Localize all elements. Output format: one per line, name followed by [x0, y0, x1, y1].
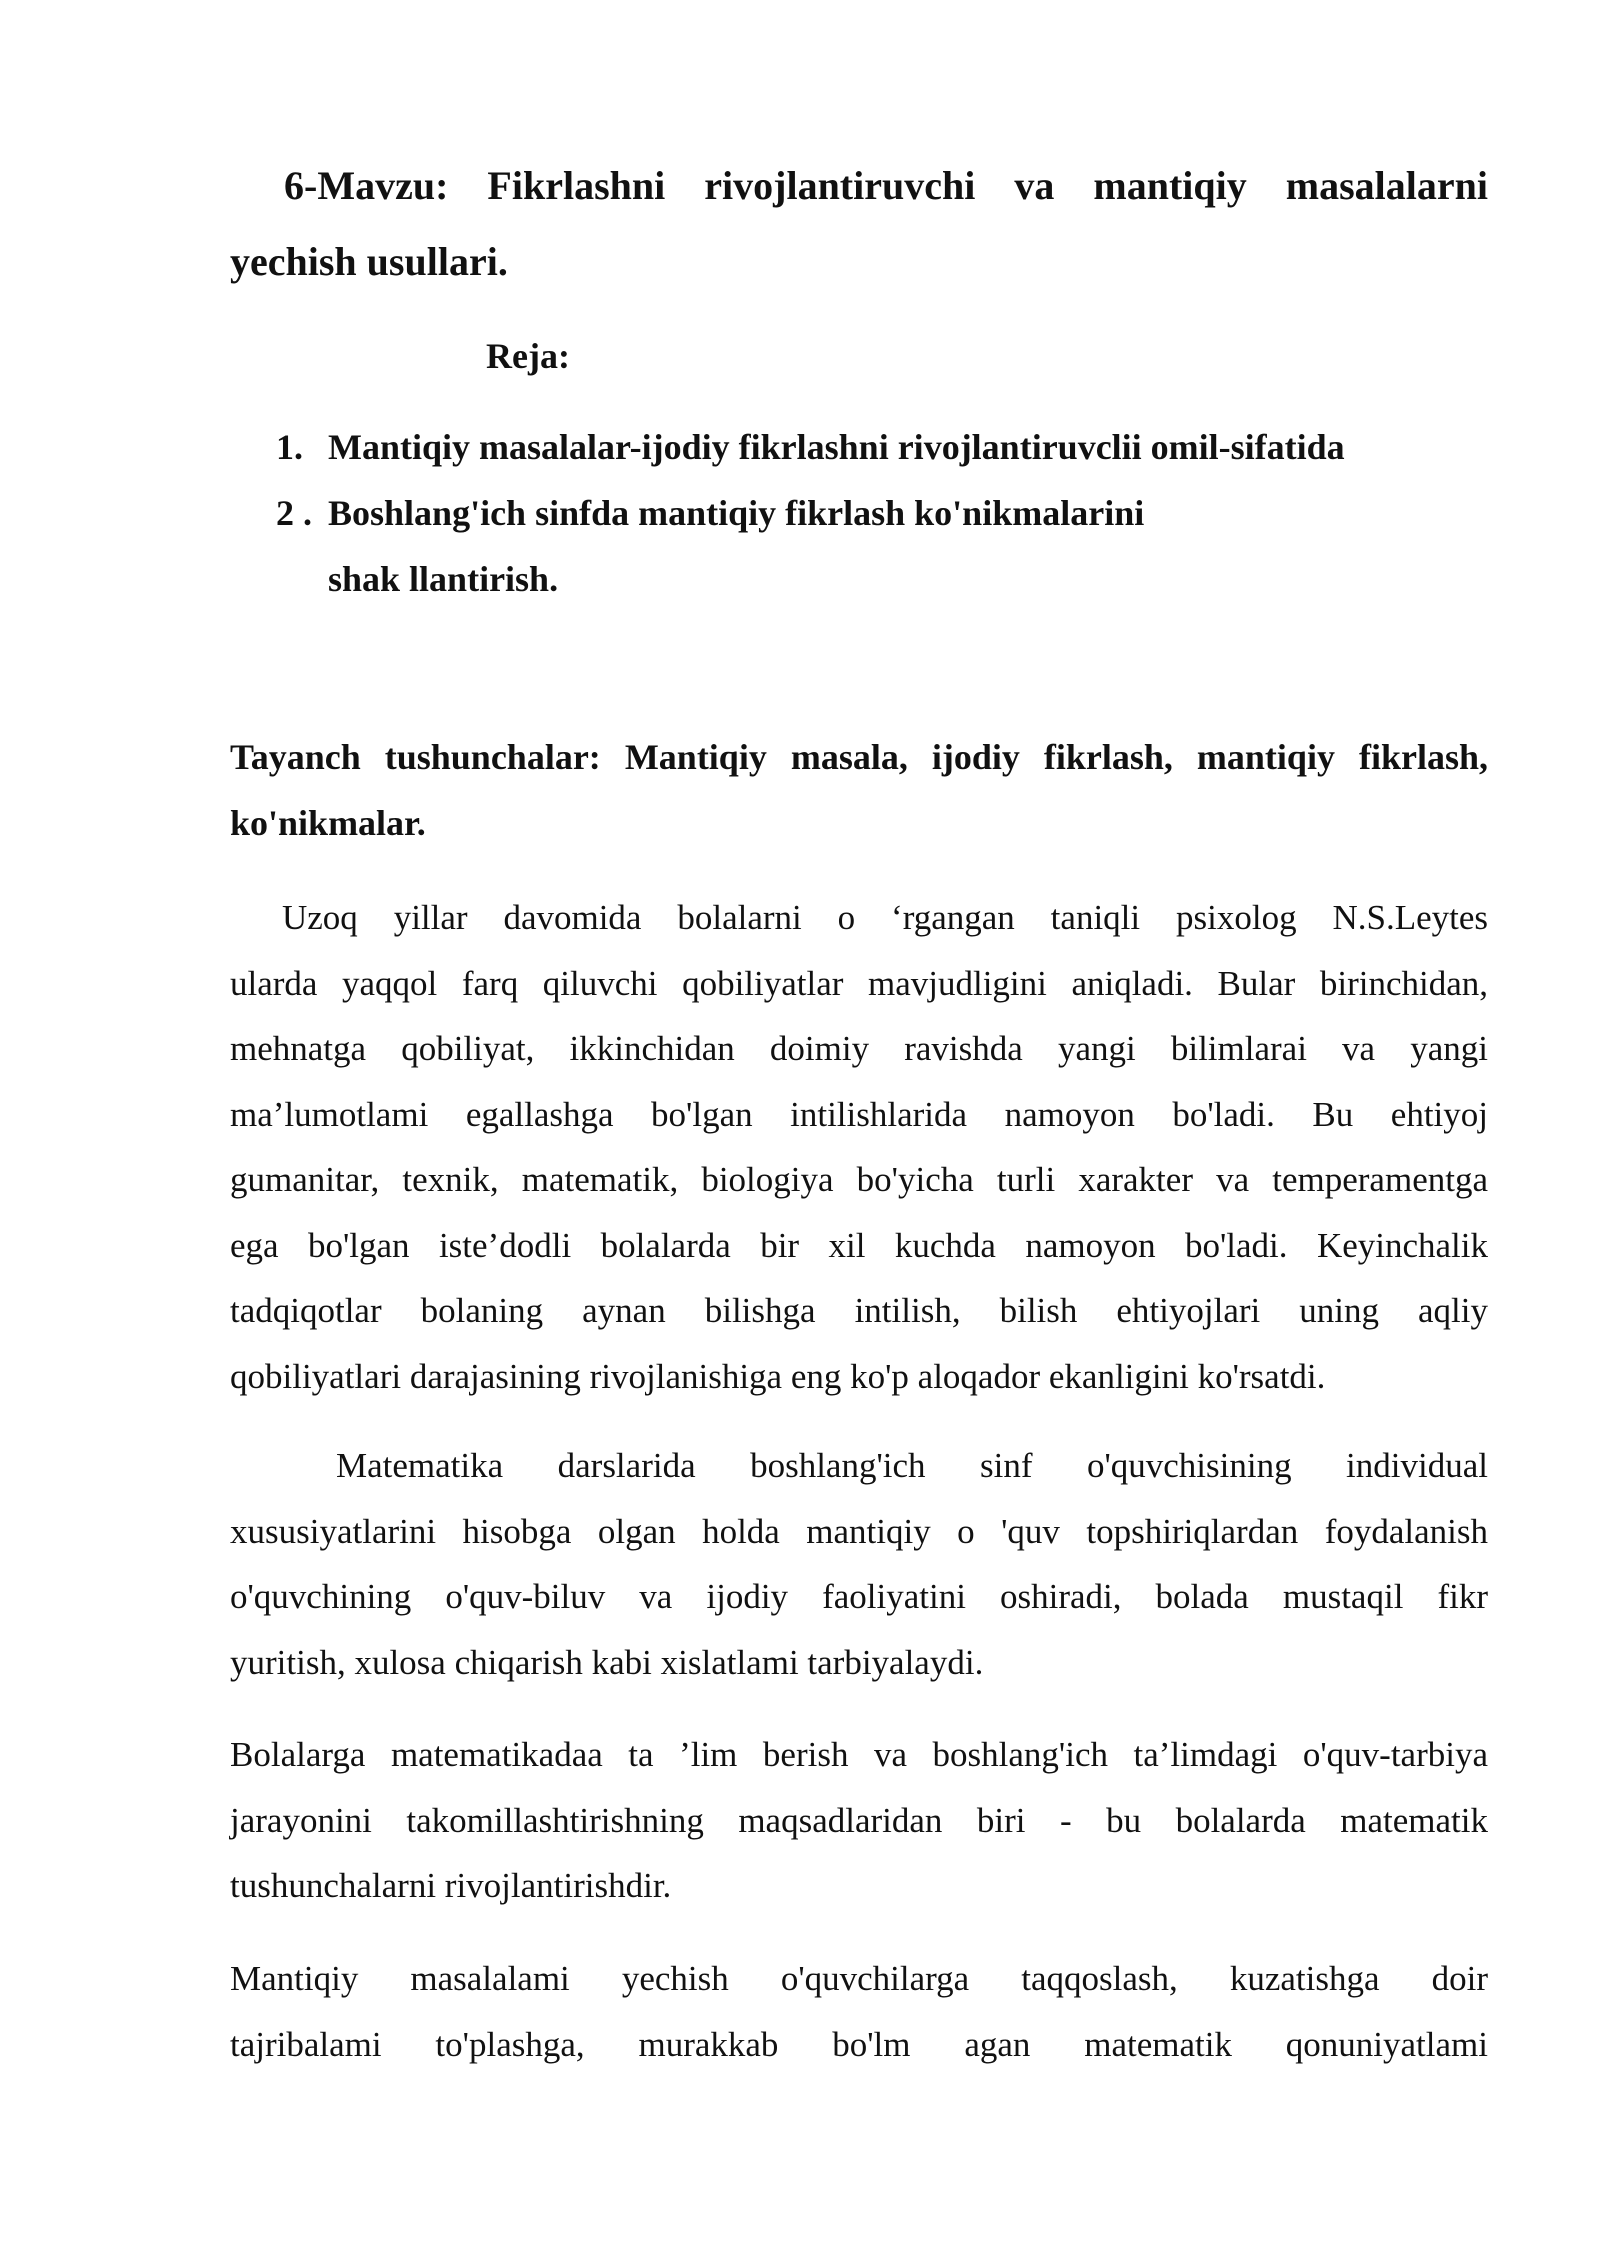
plan-item — [276, 414, 1488, 480]
plan-item-number: 2 . — [276, 493, 312, 533]
paragraph-line: qobiliyatlari darajasining rivojlanishiga eng ko'p aloqador ekanligini ko'rsatdi. — [230, 1356, 1326, 1396]
key-concepts-line: Tayanch tushunchalar: Mantiqiy masala, ijodiy fikrlash, mantiqiy fikrlash, — [230, 737, 1488, 777]
paragraph-line: tajribalami to'plashga, murakkab bo'lm agan matematik qonuniyatlami — [230, 2024, 1488, 2064]
plan-item-text: Boshlang'ich sinfda mantiqiy fikrlash ko'nikmalarini — [328, 493, 1145, 533]
document-page — [230, 0, 1488, 2262]
paragraph-line: mehnatga qobiliyat, ikkinchidan doimiy ravishda yangi bilimlarai va yangi — [230, 1029, 1488, 1068]
paragraph-line: o'quvchining o'quv-biluv va ijodiy faoliyatini oshiradi, bolada mustaqil fikr — [230, 1577, 1488, 1616]
paragraph-line: Matematika darslarida boshlang'ich sinf o'quvchisining individual — [336, 1446, 1488, 1485]
key-concepts — [230, 724, 1488, 856]
paragraph-line: ega bo'lgan iste’dodli bolalarda bir xil kuchda namoyon bo'ladi. Keyinchalik — [230, 1225, 1488, 1265]
plan-heading: Reja: — [486, 336, 570, 376]
plan-item-text-continued: shak llantirish. — [328, 559, 559, 599]
paragraph-line: gumanitar, texnik, matematik, biologiya bo'yicha turli xarakter va temperamentga — [230, 1160, 1488, 1199]
paragraph-line: ularda yaqqol farq qiluvchi qobiliyatlar mavjudligini aniqladi. Bular birinchidan, — [230, 963, 1488, 1003]
plan-item-text: Mantiqiy masalalar-ijodiy fikrlashni rivojlantiruvclii omil-sifatida — [328, 427, 1345, 467]
paragraph — [230, 885, 1488, 1409]
paragraph-line: ma’lumotlami egallashga bo'lgan intilishlarida namoyon bo'ladi. Bu ehtiyoj — [230, 1094, 1488, 1134]
title-line: 6-Mavzu: Fikrlashni rivojlantiruvchi va mantiqiy masalalarni — [284, 163, 1488, 208]
key-concepts-line: ko'nikmalar. — [230, 803, 426, 843]
paragraph-line: tadqiqotlar bolaning aynan bilishga intilish, bilish ehtiyojlari uning aqliy — [230, 1291, 1488, 1330]
paragraph — [230, 1946, 1488, 2077]
paragraph-line: tushunchalarni rivojlantirishdir. — [230, 1866, 672, 1905]
paragraph-line: yuritish, xulosa chiqarish kabi xislatlami tarbiyalaydi. — [230, 1642, 984, 1682]
paragraph-line: jarayonini takomillashtirishning maqsadlaridan biri - bu bolalarda matematik — [230, 1800, 1488, 1840]
page-title — [230, 148, 1488, 300]
plan-list — [276, 414, 1488, 612]
plan-item-number: 1. — [276, 427, 303, 467]
paragraph-line: xususiyatlarini hisobga olgan holda mantiqiy o 'quv topshiriqlardan foydalanish — [230, 1511, 1488, 1551]
paragraph-line: Bolalarga matematikadaa ta ’lim berish va boshlang'ich ta’limdagi o'quv-tarbiya — [230, 1735, 1488, 1774]
paragraph — [230, 1433, 1488, 1695]
paragraph-line: Uzoq yillar davomida bolalarni o ‘rgangan taniqli psixolog N.S.Leytes — [282, 898, 1488, 937]
paragraph — [230, 1722, 1488, 1919]
title-line: yechish usullari. — [230, 239, 508, 284]
paragraph-line: Mantiqiy masalalami yechish o'quvchilarga taqqoslash, kuzatishga doir — [230, 1959, 1488, 1998]
plan-item — [276, 480, 1488, 546]
